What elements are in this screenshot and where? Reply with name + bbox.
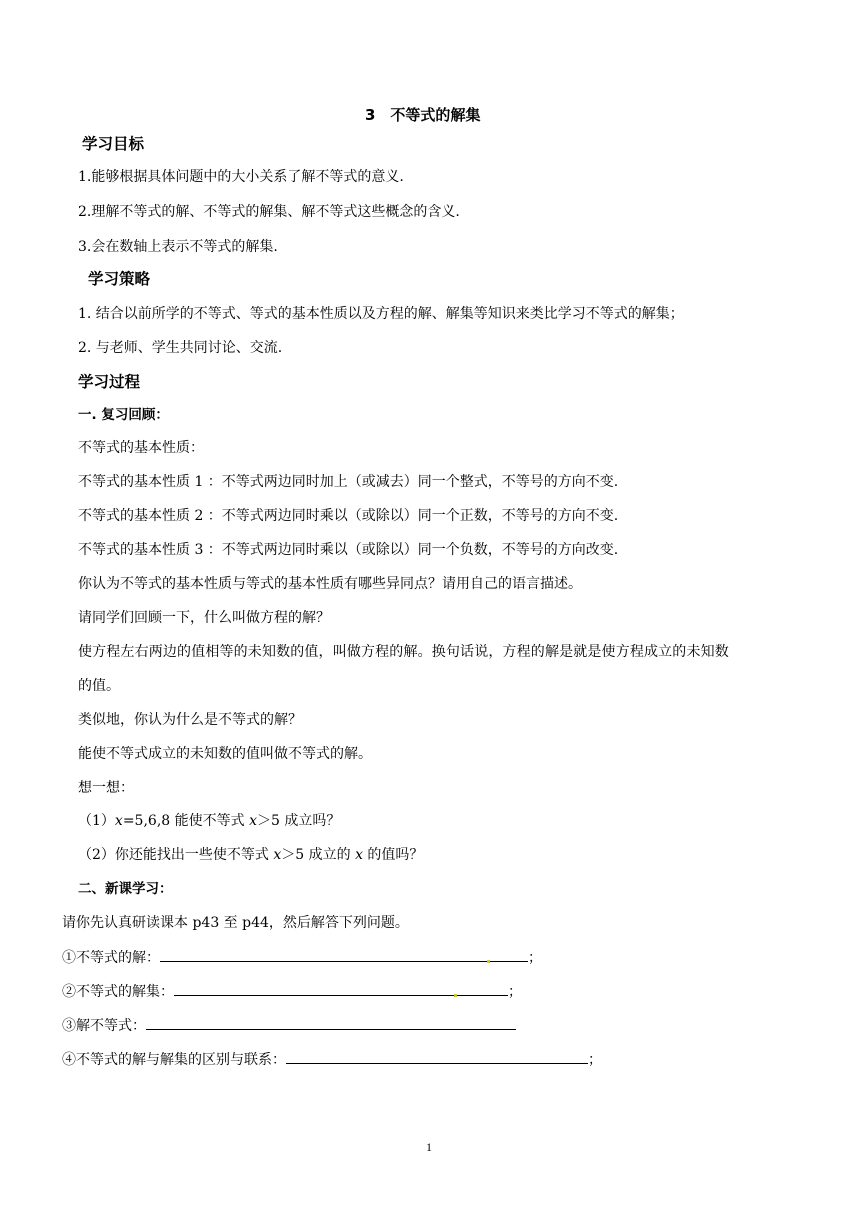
review-heading: 一. 复习回顾： [78,407,169,423]
question-1: （1）x=5,6,8 能使不等式 x＞5 成立吗？ [78,813,341,829]
fill-item-2: ②不等式的解集： ； [62,984,522,1000]
review-line-11: 想一想： [78,780,134,796]
answer-blank-2[interactable] [174,982,508,996]
goal-item-1: 1.能够根据具体问题中的大小关系了解不等式的意义. [78,169,404,185]
fill-item-4: ④不等式的解与解集的区别与联系： ； [62,1052,602,1068]
review-line-9: 类似地，你认为什么是不等式的解？ [78,712,302,728]
review-line-10: 能使不等式成立的未知数的值叫做不等式的解。 [78,746,372,762]
strategy-item-2: 2. 与老师、学生共同讨论、交流. [78,340,283,356]
goal-item-2: 2.理解不等式的解、不等式的解集、解不等式这些概念的含义. [78,204,460,220]
review-line-6: 请同学们回顾一下，什么叫做方程的解？ [78,610,330,626]
new-lesson-heading: 二、新课学习： [78,881,173,897]
question-2: （2）你还能找出一些使不等式 x＞5 成立的 x 的值吗？ [78,847,424,863]
new-lesson-intro: 请你先认真研读课本 p43 至 p44，然后解答下列问题。 [62,915,409,931]
page-title: 3 不等式的解集 [365,106,481,124]
review-line-4: 不等式的基本性质 3 ：不等式两边同时乘以（或除以）同一个负数，不等号的方向改变. [78,542,619,558]
goals-heading: 学习目标 [82,135,145,153]
answer-blank-3[interactable] [146,1016,516,1030]
page-number: 1 [426,1140,432,1154]
process-heading: 学习过程 [78,373,141,391]
goal-item-3: 3.会在数轴上表示不等式的解集. [78,239,278,255]
review-line-2: 不等式的基本性质 1 ：不等式两边同时加上（或减去）同一个整式，不等号的方向不变. [78,474,619,490]
strategy-heading: 学习策略 [88,270,151,288]
review-line-7: 使方程左右两边的值相等的未知数的值，叫做方程的解。换句话说，方程的解是就是使方程成立的未知数 [78,644,729,660]
review-line-3: 不等式的基本性质 2 ：不等式两边同时乘以（或除以）同一个正数，不等号的方向不变. [78,508,619,524]
strategy-item-1: 1. 结合以前所学的不等式、等式的基本性质以及方程的解、解集等知识来类比学习不等式的解集； [78,306,684,322]
review-line-1: 不等式的基本性质： [78,440,204,456]
review-line-8: 的值。 [78,678,120,694]
highlight-mark [487,960,490,963]
review-line-5: 你认为不等式的基本性质与等式的基本性质有哪些异同点？请用自己的语言描述。 [78,576,582,592]
fill-item-3: ③解不等式： [62,1016,516,1035]
answer-blank-1[interactable] [160,948,528,962]
highlight-mark [454,994,457,997]
fill-item-1: ①不等式的解： ； [62,950,542,966]
answer-blank-4[interactable] [286,1050,588,1064]
